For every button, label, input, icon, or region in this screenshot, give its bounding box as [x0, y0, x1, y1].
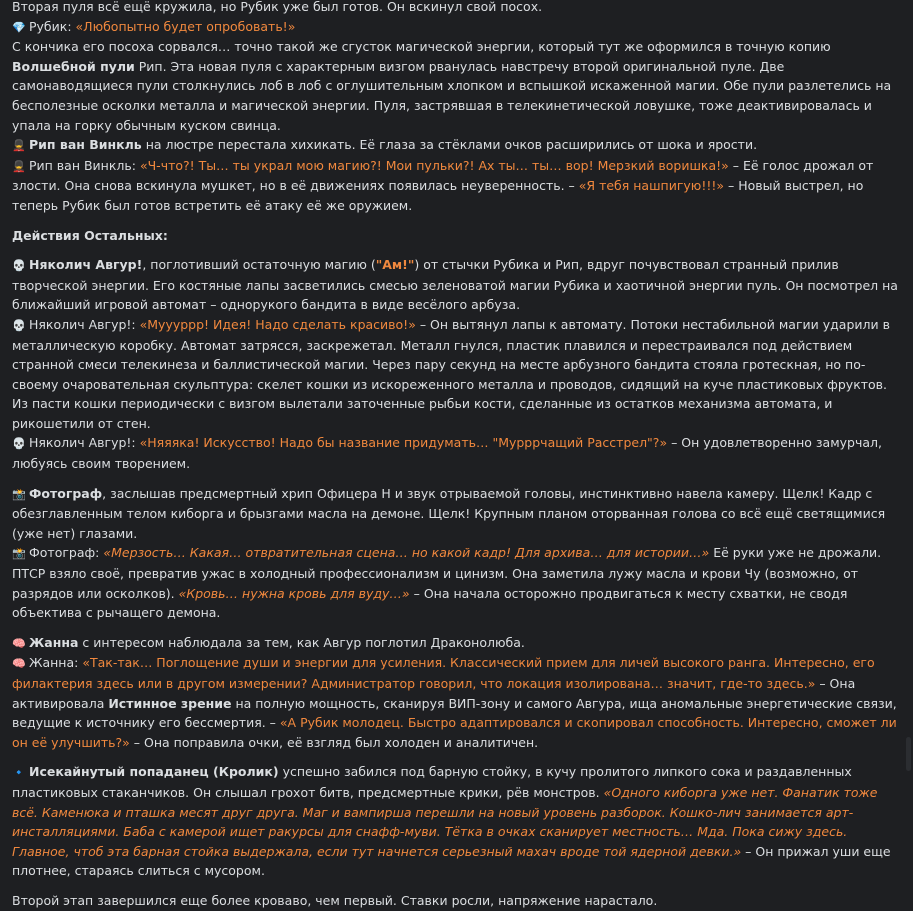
story-paragraph: Вторая пуля всё ещё кружила, но Рубик уже был готов. Он вскинул свой посох. [12, 0, 543, 14]
speech-quote: "Ам!" [375, 257, 415, 273]
brain-icon: 🧠 [12, 636, 26, 650]
thought-quote: «Одного киборга уже нет. Фанатик тоже всё. Каменюка и пташка месят друг друга. Маг и вампирша перешли на новый уровень разборок. Кошко-лич занимается арт-инсталляциями. Баба с камерой ищет ракурсы для снафф-муви. Тётка в очках сканирует местность… Мда. Пока сижу здесь. Главное, чтоб эта барная стойка выдержала, если тут начнется серьезный махач вроде той ядерной девки.» [12, 784, 878, 859]
photographer-speech: 📸 Фотограф: «Мерзость… Какая… отвратительная сцена… но какой кадр! Для архива… для истории…» Её руки уже не дрожали. ПТСР взяло своё, превратив ужас в холодный профессионализм и цинизм. Она заметила лужу масла и крови Чу (возможно, от разрядов или осколков). «Кровь… нужна кровь для вуду…» – Она начала осторожно продвигаться к месту схватки, не сводя объектива с рычащего демона. [12, 545, 882, 621]
isekai-action: 🔹 Исекайнутый попаданец (Кролик) успешно забился под барную стойку, в кучу пролитого липкого сока и раздавленных пластиковых стаканчиков. Он слышал грохот битв, предсмертные крики, рёв монстров. «Одного киборга уже нет. Фанатик тоже всё. Каменюка и пташка месят друг друга. Маг и вампирша перешли на новый уровень разборок. Кошко-лич занимается арт-инсталляциями. Баба с камерой ищет ракурсы для снафф-муви. Тётка в очках сканирует местность… Мда. Пока сижу здесь. Главное, чтоб эта барная стойка выдержала, если тут начнется серьезный махач вроде той ядерной девки.» – Он прижал уши еще плотнее, стараясь слиться с мусором. [12, 764, 891, 879]
zhanna-speech: 🧠 Жанна: «Так-так… Поглощение души и энергии для усиления. Классический прием для личей высокого ранга. Интересно, его филактерия здесь или в другом измерении? Администратор говорил, что локация изолирована… значит, где-то здесь.» – Она активировала Истинное зрение на полную мощность, сканируя ВИП-зону и самого Авгура, ища аномальные энергетические связи, ведущие к источнику его бессмертия. – «А Рубик молодец. Быстро адаптировался и скопировал способность. Интересно, сможет ли он её улучшить?» – Она поправила очки, её взгляд был холоден и аналитичен. [12, 655, 897, 750]
skull-icon: 💀 [12, 318, 26, 332]
character-name: Жанна [29, 634, 79, 650]
blue-diamond-icon: 🔹 [12, 766, 26, 780]
rip-action: 💂 Рип ван Винкль на люстре перестала хихикать. Её глаза за стёклами очков расширились от шока и ярости. [12, 135, 899, 156]
gem-icon: 💎 [12, 20, 26, 34]
skull-icon: 💀 [12, 259, 26, 273]
speaker-label: Жанна: [29, 655, 79, 671]
speaker-label: Няколич Авгур!: [29, 316, 136, 332]
story-paragraph: Второй этап завершился еще более кроваво, чем первый. Ставки росли, напряжение нарастало. [12, 892, 658, 908]
avgur-speech: 💀 Няколич Авгур!: «Муууррр! Идея! Надо сделать красиво!» – Он вытянул лапы к автомату. Потоки нестабильной магии ударили в металлическую коробку. Автомат затрясся, заскрежетал. Металл гнулся, пластик плавился и перестраивался под действием странной смеси телекинеза и баллистической магии. Через пару секунд на месте арбузного бандита стояла гротескная, но по-своему очаровательная скульптура: скелет кошки из искореженного металла и проводов, сидящий на куче пластиковых фруктов. Из пасти кошки периодически с визгом вылетали заточенные рыбьи кости, сделанные из остатков механизма автомата, и рикошетили от стен. [12, 316, 890, 431]
speaker-label: Рубик: [29, 18, 72, 34]
character-name: Исекайнутый попаданец (Кролик) [29, 764, 279, 780]
story-paragraph: С кончика его посоха сорвался… точно такой же сгусток магической энергии, который тут же оформился в точную копию Волшебной пули Рип. Эта новая пуля с характерным визгом рванулась навстречу второй оригинальной пуле. Две самонаводящиеся пули столкнулись лоб в лоб с оглушительным хлопком и вспышкой искаженной магии. Обе пули разлетелись на бесполезные осколки металла и магической энергии. Пуля, застрявшая в телекинетической ловушке, тоже деактивировалась и упала на горку обычным куском свинца. [12, 39, 892, 133]
speech-quote: «Так-так… Поглощение души и энергии для усиления. Классический прием для личей высокого ранга. Интересно, его филактерия здесь или в другом измерении? Администратор говорил, что локация изолирована… значит, где-то здесь.» [12, 655, 875, 691]
character-name: Няколич Авгур! [29, 257, 143, 273]
rubik-speech [12, 17, 899, 38]
speech-quote: «Любопытно будет опробовать!» [75, 18, 296, 34]
speech-quote: «А Рубик молодец. Быстро адаптировался и скопировал способность. Интересно, сможет ли он её улучшить?» [12, 715, 897, 750]
speaker-label: Фотограф: [29, 545, 100, 561]
scrollbar-thumb[interactable] [906, 737, 911, 771]
guard-icon: 💂 [12, 159, 26, 173]
guard-icon: 💂 [12, 139, 26, 153]
section-heading: Действия Остальных: [12, 227, 168, 243]
speaker-label: Няколич Авгур!: [29, 435, 136, 451]
speech-quote: «Муууррр! Идея! Надо сделать красиво!» [139, 316, 416, 332]
ability-name: Волшебной пули [12, 58, 135, 74]
skull-icon: 💀 [12, 437, 26, 451]
brain-icon: 🧠 [12, 657, 26, 671]
character-name: Рип ван Винкль [29, 137, 142, 153]
speech-quote: «Няяяка! Искусство! Надо бы название придумать… "Мурррчащий Расстрел"?» [139, 435, 668, 451]
avgur-action: 💀 Няколич Авгур!, поглотивший остаточную магию ("Ам!") от стычки Рубика и Рип, вдруг почувствовал странный прилив творческой энергии. Его костяные лапы засветились смесью зеленоватой магии Рубика и хаотичной энергии пуль. Он посмотрел на ближайший игровой автомат – однорукого бандита в виде весёлого арбуза. [12, 257, 898, 313]
speaker-label: Рип ван Винкль: [29, 157, 136, 173]
camera-icon: 📸 [12, 547, 26, 561]
camera-icon: 📸 [12, 487, 26, 501]
zhanna-action: 🧠 Жанна с интересом наблюдала за тем, как Авгур поглотил Драконолюба. [12, 633, 899, 654]
photographer-action: 📸 Фотограф, заслышав предсмертный хрип Офицера Н и звук отрываемой головы, инстинктивно навела камеру. Щелк! Кадр с обезглавленным телом киборга и брызгами масла на демоне. Щелк! Крупным планом оторванная голова со всё ещё светящимися (уже нет) глазами. [12, 485, 886, 541]
speech-quote: «Мерзость… Какая… отвратительная сцена… но какой кадр! Для архива… для истории…» [103, 545, 710, 561]
speech-quote: «Ч-что?! Ты… ты украл мою магию?! Мои пульки?! Ах ты… ты… вор! Мерзкий воришка!» [139, 157, 729, 173]
speech-quote: «Я тебя нашпигую!!!» [578, 178, 724, 194]
speech-quote: «Кровь… нужна кровь для вуду…» [178, 585, 410, 601]
avgur-speech: 💀 Няколич Авгур!: «Няяяка! Искусство! Надо бы название придумать… "Мурррчащий Расстрел"?» – Он удовлетворенно замурчал, любуясь своим творением. [12, 435, 882, 472]
message-content [12, 0, 899, 911]
character-name: Фотограф [29, 485, 103, 501]
rip-speech: 💂 Рип ван Винкль: «Ч-что?! Ты… ты украл мою магию?! Мои пульки?! Ах ты… ты… вор! Мерзкий воришка!» – Её голос дрожал от злости. Она снова вскинула мушкет, но в её движениях появилась неуверенность. – «Я тебя нашпигую!!!» – Новый выстрел, но теперь Рубик был готов встретить её атаку её же оружием. [12, 157, 874, 213]
ability-name: Истинное зрение [108, 695, 232, 711]
